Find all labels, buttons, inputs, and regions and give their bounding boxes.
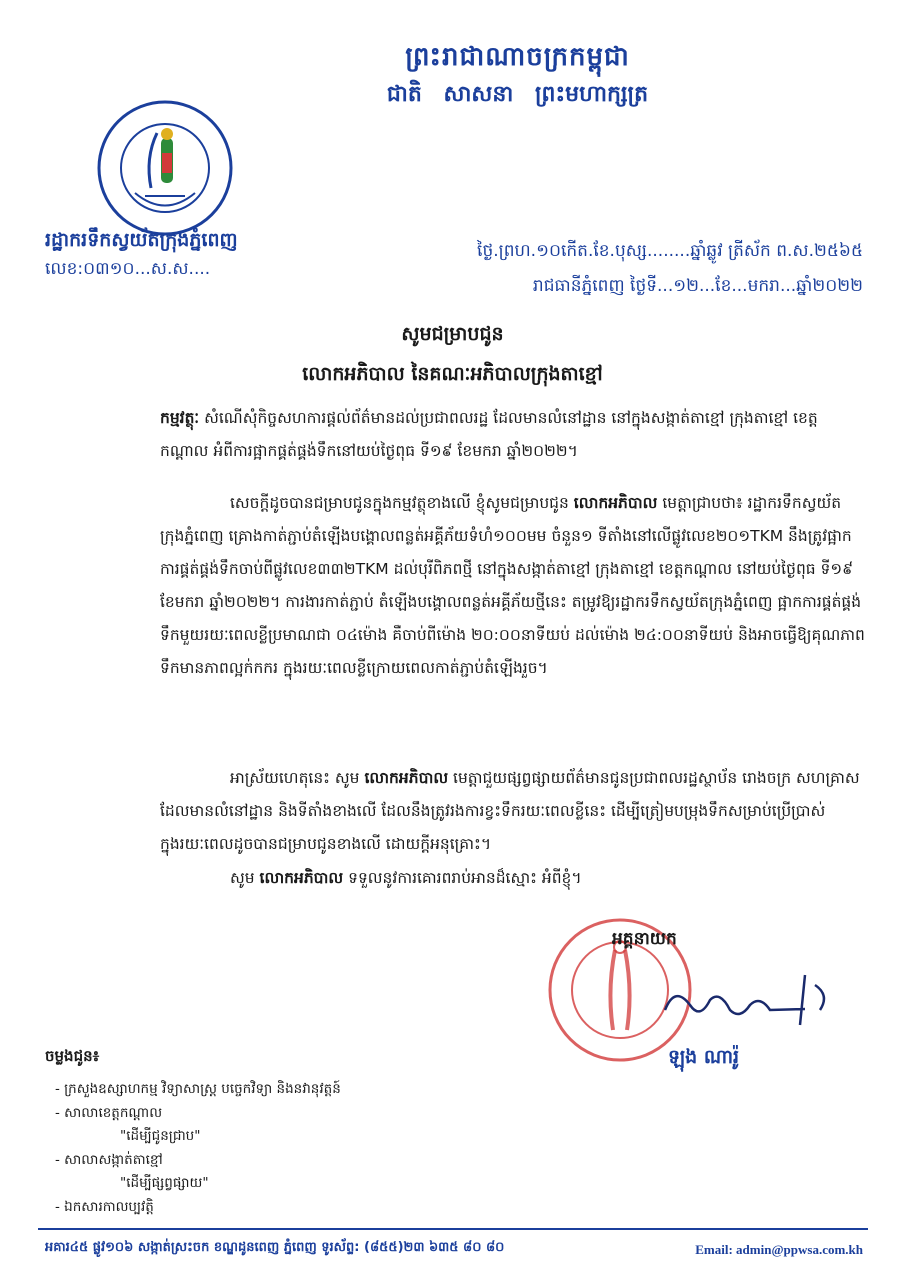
footer-email: Email: admin@ppwsa.com.kh <box>695 1242 863 1257</box>
subject-label: កម្មវត្ថុៈ <box>160 409 200 427</box>
closing-content: ទទួលនូវការគោរពរាប់អានដ៏ស្មោះ អំពីខ្ញុំ។ <box>348 869 582 887</box>
body-paragraph-1 <box>160 487 865 685</box>
sender-organization: រដ្ឋាករទឹកស្វយ័តក្រុងភ្នំពេញ <box>45 229 238 251</box>
closing-paragraph <box>160 862 865 895</box>
signatory-title: អគ្គនាយក <box>612 929 677 949</box>
recipient: លោកអភិបាល នៃគណៈអភិបាលក្រុងតាខ្មៅ <box>302 363 603 385</box>
body2-intro: អាស្រ័យហេតុនេះ សូម <box>230 769 360 787</box>
cc-list <box>55 1078 341 1219</box>
reference-number: លេខ:០៣១០...ស.ស.... <box>45 259 211 279</box>
salutation: សូមជម្រាបជូន <box>401 323 504 345</box>
subject-text: សំណើសុំកិច្ចសហការផ្តល់ព័ត៌មានដល់ប្រជាពលរដ្ឋ ដែលមានលំនៅដ្ឋាន នៅក្នុងសង្កាត់តាខ្មៅ ក្រុងតាខ្មៅ ខេត្តកណ្តាល អំពីការផ្អាកផ្គត់ផ្គង់ទឹកនៅយប់ថ្ងៃពុធ ទី១៩ ខែមករា ឆ្នាំ២០២២។ <box>160 409 818 460</box>
cc-item-note: "ដើម្បីផ្សព្វផ្សាយ" <box>120 1175 209 1191</box>
body2-addressee: លោកអភិបាល <box>364 769 449 787</box>
footer-divider <box>38 1228 868 1230</box>
footer-address: អគារ៤៥ ផ្លូវ១០៦ សង្កាត់ស្រះចក ខណ្ឌដូនពេញ ភ្នំពេញ ទូរស័ព្ទ: (៨៥៥)២៣ ៦៣៥ ៨០ ៨០ <box>45 1240 505 1255</box>
cc-item: - ឯកសារកាលប្បវត្តិ <box>55 1198 154 1215</box>
cc-item-note: "ដើម្បីជូនជ្រាប" <box>120 1128 201 1144</box>
cc-item: - សាលាសង្កាត់តាខ្មៅ <box>55 1151 163 1168</box>
body1-content: មេត្តាជ្រាបថា៖ រដ្ឋាករទឹកស្វយ័តក្រុងភ្នំពេញ គ្រោងកាត់ភ្ជាប់តំឡើងបង្គោលពន្លត់អគ្គីភ័យទំហំ១០០មម ចំនួន១ ទីតាំងនៅលើផ្លូវលេខ២០១TKM នឹងត្រូវផ្អាកការផ្គត់ផ្គង់ទឹកចាប់ពីផ្លូវលេខ៣៣២TKM ដល់បុរីពិភពថ្មី នៅក្នុងសង្កាត់តាខ្មៅ ក្រុងតាខ្មៅ ខេត្តកណ្តាល នៅយប់ថ្ងៃពុធ ទី១៩ ខែមករា ឆ្នាំ២០២២។ ការងារកាត់ភ្ជាប់ តំឡើងបង្គោលពន្លត់អគ្គីភ័យថ្មីនេះ តម្រូវឱ្យរដ្ឋាករទឹកស្វយ័តក្រុងភ្នំពេញ ផ្អាកការផ្គត់ផ្គង់ទឹកមួយរយៈពេលខ្លីប្រមាណជា ០៤ម៉ោង គឺចាប់ពីម៉ោង ២០:០០នាទីយប់ ដល់ម៉ោង ២៤:០០នាទីយប់ និងអាចធ្វើឱ្យគុណភាពទឹកមានភាពល្អក់កករ ក្នុងរយៈពេលខ្លីក្រោយពេលកាត់ភ្ជាប់តំឡើងរួច។ <box>160 494 865 677</box>
cc-item: - ក្រសួងឧស្សាហកម្ម វិទ្យាសាស្ត្រ បច្ចេកវិទ្យា និងនវានុវត្តន៍ <box>55 1081 341 1097</box>
cc-item: - សាលាខេត្តកណ្តាល <box>55 1104 163 1121</box>
ppwsa-logo <box>95 98 235 238</box>
lunar-date: ថ្ងៃ.ព្រហ.១០កើត.ខែ.បុស្ស........ឆ្នាំឆ្លូវ ត្រីស័ក ព.ស.២៥៦៥ <box>477 241 863 261</box>
solar-date: រាជធានីភ្នំពេញ ថ្ងៃទី...១២...ខែ...មករា...ឆ្នាំ២០២២ <box>532 276 863 296</box>
cc-title: ចម្លងជូន៖ <box>45 1047 100 1065</box>
closing-addressee: លោកអភិបាល <box>259 869 344 887</box>
body2-content: មេត្តាជួយផ្សព្វផ្សាយព័ត៌មានជូនប្រជាពលរដ្ឋស្ថាប័ន រោងចក្រ សហគ្រាស ដែលមានលំនៅដ្ឋាន និងទីតាំងខាងលើ ដែលនឹងត្រូវរងការខ្វះទឹករយៈពេលខ្លីនេះ ដើម្បីត្រៀមបម្រុងទឹកសម្រាប់ប្រើប្រាស់ក្នុងរយៈពេលដូចបានជម្រាបជូនខាងលើ ដោយក្តីអនុគ្រោះ។ <box>160 769 860 853</box>
national-motto: ជាតិ សាសនា ព្រះមហាក្សត្រ <box>386 82 649 107</box>
signatory-name: ឡុង ណារ៉ូ <box>668 1046 740 1068</box>
subject-paragraph <box>160 402 865 468</box>
handwritten-signature <box>655 965 855 1035</box>
body1-intro: សេចក្តីដូចបានជម្រាបជូនក្នុងកម្មវត្ថុខាងលើ ខ្ញុំសូមជម្រាបជូន <box>230 494 569 512</box>
body1-addressee: លោកអភិបាល <box>573 494 658 512</box>
body-paragraph-2 <box>160 762 865 861</box>
kingdom-heading: ព្រះរាជាណាចក្រកម្ពុជា <box>405 42 630 72</box>
closing-intro: សូម <box>230 869 255 887</box>
